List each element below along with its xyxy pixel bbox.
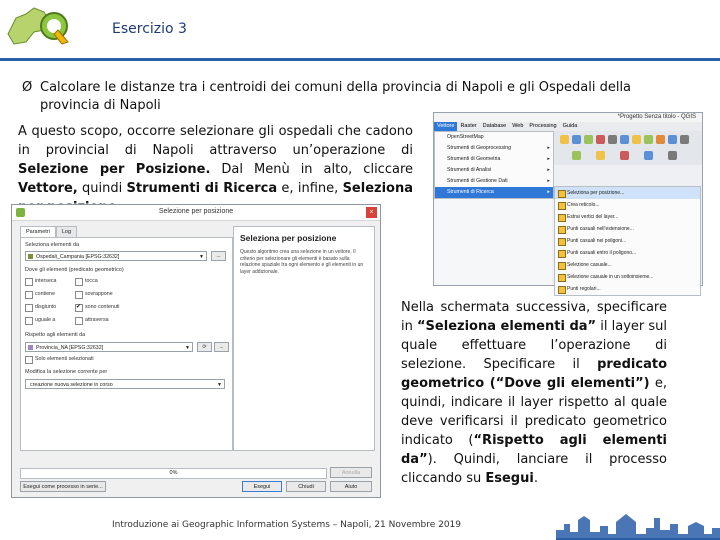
para2-text-1: Nella schermata successiva, specificare in [401,300,667,334]
help-text: Questo algoritmo crea una selezione in un vettore. Il criterio per selezionare gli elementi è basato sulla relazione spaziale tra ogni elemento e gli elementi in un layer addizionale. [240,249,364,275]
tool-icon [558,274,566,282]
bullet-text: Calcolare le distanze tra i centroidi dei comuni della provincia di Napoli e gli Ospedali della provincia di Napoli [40,80,632,113]
progress-bar: 0% [20,468,327,479]
toolbar-icon-2[interactable] [572,135,581,144]
polygon-layer-icon [28,345,33,350]
toolbar-icon-16[interactable] [668,151,677,160]
submenu-item[interactable] [555,283,700,295]
instruction-paragraph [18,122,413,217]
instruction-paragraph-2 [401,298,667,488]
para2-bold-1: “Seleziona elementi da” [417,319,597,334]
para1-text-1: A questo scopo, occorre selezionare gli ospedali che cadono in provincial di Napoli attraverso un’operazione di [18,124,413,158]
checkbox-box [25,317,33,325]
compare-layer-value: Provincia_NA [EPSG:32632] [36,345,104,351]
tool-icon [558,262,566,270]
predicate-checkbox[interactable] [25,291,55,297]
modify-selection-combo[interactable] [25,379,225,389]
toolbar-icon-7[interactable] [632,135,641,144]
toolbar-icon-13[interactable] [596,151,605,160]
iterate-button[interactable]: ⟳ [197,342,212,352]
chevron-down-icon: ▼ [185,345,190,351]
menu-processing[interactable]: Processing [529,123,557,129]
toolbar-icon-3[interactable] [584,135,593,144]
tool-icon [558,190,566,198]
predicate-label: Dove gli elementi (predicato geometrico) [25,267,124,273]
toolbar-icon-14[interactable] [620,151,629,160]
dialog-title: Selezione per posizione [158,208,234,215]
predicate-label-text: disgiunto [35,304,57,310]
predicate-label-text: sovrappone [85,291,113,297]
para2-bold-3: “Rispetto agli elementi da” [401,433,667,467]
submenu-item-label: Punti regolari... [567,286,601,292]
toolbar-icon-12[interactable] [572,151,581,160]
close-button[interactable]: Chiudi [286,481,326,492]
qgis-menu-screenshot [433,112,703,292]
select-from-combo[interactable] [25,251,207,261]
point-layer-icon [28,254,33,259]
checkbox-box [25,278,33,286]
menu-raster[interactable]: Raster [460,123,477,129]
dialog-titlebar [12,205,380,221]
submenu-item-seleziona-posizione[interactable] [555,187,700,199]
checkbox-box [75,317,83,325]
para2-text-5: . [533,471,538,486]
qgis-toolbar [554,131,702,165]
dropdown-item-label: Strumenti di Analisi [447,167,492,173]
submenu-item[interactable] [555,223,700,235]
compare-more-button[interactable]: ... [214,342,229,352]
tool-icon [558,286,566,294]
chevron-right-icon: ▸ [547,178,550,184]
para1-text-3: quindi [77,181,127,196]
para1-bold-2: Vettore, [18,181,78,196]
compare-label: Rispetto agli elementi da [25,332,86,338]
predicate-checkbox[interactable] [25,317,55,323]
dropdown-item-label: Strumenti di Gestione Dati [447,178,508,184]
run-button[interactable]: Esegui [242,481,282,492]
help-pane [233,226,375,451]
close-icon[interactable]: × [366,207,377,218]
dialog-tabs [20,226,77,237]
help-button[interactable]: Aiuto [330,481,372,492]
toolbar-icon-4[interactable] [596,135,605,144]
chevron-down-icon: ▼ [217,382,222,388]
qgis-window-title: *Progetto Senza titolo - QGIS [434,113,702,122]
submenu-item-label: Selezione casuale... [567,262,612,268]
menu-web[interactable]: Web [512,123,524,129]
parameters-pane [20,237,233,451]
checkbox-box [25,356,33,364]
tool-icon [558,214,566,222]
menu-database[interactable]: Database [482,123,507,129]
tool-icon [558,250,566,258]
predicate-checkbox-sono-contenuti[interactable] [75,304,119,310]
select-from-label: Seleziona elementi da [25,242,80,248]
toolbar-icon-6[interactable] [620,135,629,144]
chevron-right-icon: ▸ [547,156,550,162]
dropdown-item-label: OpenStreetMap [447,134,484,140]
tool-icon [558,226,566,234]
para1-bold-1: Selezione per Posizione. [18,162,211,177]
predicate-label-text: attraversa [85,317,109,323]
submenu-item-label: Seleziona per posizione... [567,190,625,196]
batch-process-button[interactable]: Esegui come processo in serie... [20,481,106,492]
predicate-label-text: interseca [35,278,57,284]
predicate-checkbox[interactable] [25,304,56,310]
submenu-item-label: Punti casuali nell'estensione... [567,226,634,232]
para2-text-4: ). Quindi, lanciare il processo cliccando su [401,452,667,486]
checkbox-box [75,291,83,299]
chevron-down-icon: ▼ [199,254,204,260]
toolbar-icon-5[interactable] [608,135,617,144]
toolbar-icon-11[interactable] [680,135,689,144]
dropdown-item-label: Strumenti di Geoprocessing [447,145,512,151]
submenu-item[interactable] [555,235,700,247]
chevron-right-icon: ▸ [547,189,550,195]
dropdown-item-strumenti-ricerca[interactable] [435,187,553,198]
checkbox-box [25,291,33,299]
select-from-more-button[interactable]: ... [211,251,226,261]
tab-parametri[interactable]: Parametri [20,226,56,237]
qgis-map-area [434,197,552,285]
cancel-button[interactable]: Annulla [330,467,372,478]
submenu-item-label: Estrai vertici del layer... [567,214,619,220]
tool-icon [558,238,566,246]
predicate-checkbox[interactable] [75,291,113,297]
qgis-logo [4,4,80,48]
slide-title: Esercizio 3 [112,21,187,37]
predicate-label-text: contiene [35,291,56,297]
para2-text-3: e, quindi, indicare il layer rispetto al quale deve verificarsi il predicato geometrico indicato ( [401,376,667,448]
dropdown-item[interactable] [435,154,553,165]
toolbar-icon-15[interactable] [644,151,653,160]
toolbar-icon-1[interactable] [560,135,569,144]
menu-vettore[interactable]: Vettore [434,122,457,131]
select-by-location-dialog [11,204,381,498]
submenu-item-label: Crea reticolo... [567,202,600,208]
checkbox-box [25,304,33,312]
tool-icon [558,202,566,210]
vettore-dropdown [434,131,554,199]
chevron-right-icon: ▸ [547,145,550,151]
compare-layer-combo[interactable] [25,342,193,352]
dropdown-item[interactable] [435,165,553,176]
help-title: Seleziona per posizione [240,233,337,243]
bullet-point [22,79,692,115]
dropdown-item-label: Strumenti di Geometria [447,156,501,162]
city-skyline-decoration [556,510,720,540]
selected-only-label: Solo elementi selezionati [35,356,94,362]
selected-only-checkbox[interactable] [25,356,94,362]
predicate-label-text: sono contenuti [85,304,120,310]
submenu-item-label: Selezione casuale in un sottoinsieme... [567,274,654,280]
footer-text: Introduzione ai Geographic Information Systems – Napoli, 21 Novembre 2019 [112,520,462,530]
submenu-item-label: Punti casuali nei poligoni... [567,238,627,244]
toolbar-icon-8[interactable] [644,135,653,144]
predicate-label-text: tocca [85,278,98,284]
para1-text-2: Dal Menù in alto, cliccare [210,162,413,177]
toolbar-icon-9[interactable] [656,135,665,144]
header-divider [0,58,720,61]
para1-bold-4: Seleziona [342,181,413,196]
dropdown-item[interactable] [435,143,553,154]
submenu-item[interactable] [555,211,700,223]
submenu-item[interactable] [555,271,700,283]
modify-label: Modifica la selezione corrente per [25,369,108,375]
para2-text-2: il layer sul quale effettuare l’operazione di selezione. Specificare il [401,319,668,372]
predicate-checkbox[interactable] [25,278,57,284]
submenu-item[interactable] [555,199,700,211]
submenu-item-label: Punti casuali entro il poligono... [567,250,637,256]
menu-guida[interactable]: Guida [562,123,578,129]
toolbar-icon-10[interactable] [668,135,677,144]
para2-bold-4: Esegui [485,471,534,486]
para1-bold-3: Strumenti di Ricerca [126,181,278,196]
submenu-item[interactable] [555,247,700,259]
dropdown-item-label: Strumenti di Ricerca [447,189,494,195]
checkbox-box-checked [75,304,83,312]
chevron-right-icon: ▸ [547,167,550,173]
modify-selection-value: creazione nuova selezione in corso [30,382,113,388]
arrow-bullet-icon: Ø [22,80,33,95]
dropdown-item[interactable] [435,176,553,187]
para2-bold-2: predicato geometrico (“Dove gli elementi”) [401,357,667,391]
select-from-value: Ospedali_Campania [EPSG:32632] [36,254,120,260]
ricerca-submenu [554,186,701,296]
checkbox-box [75,278,83,286]
para1-text-4: e, infine, [277,181,343,196]
dropdown-item[interactable] [435,132,553,143]
qgis-menubar [434,122,702,131]
predicate-checkbox[interactable] [75,317,109,323]
tab-log[interactable]: Log [56,226,77,237]
predicate-label-text: uguale a [35,317,56,323]
predicate-checkbox[interactable] [75,278,98,284]
submenu-item[interactable] [555,259,700,271]
